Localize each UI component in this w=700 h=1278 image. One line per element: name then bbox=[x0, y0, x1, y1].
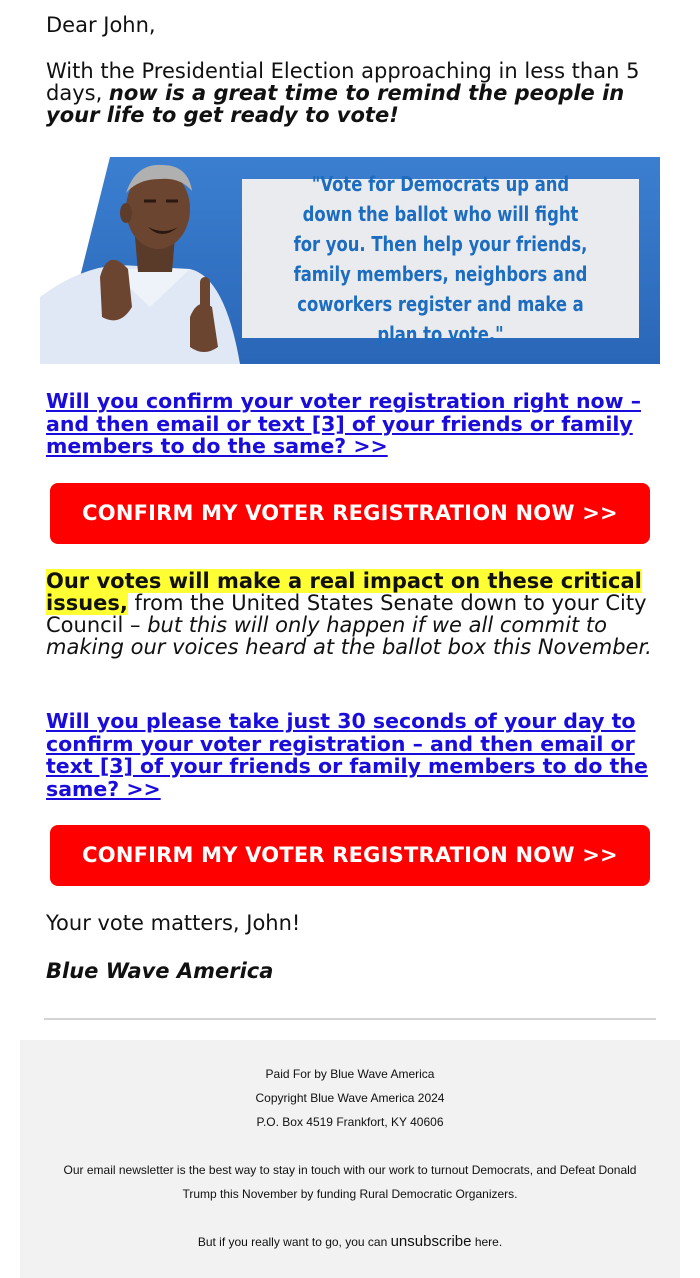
divider bbox=[44, 1018, 656, 1020]
confirm-registration-button[interactable]: CONFIRM MY VOTER REGISTRATION NOW >> bbox=[50, 483, 650, 544]
signature: Blue Wave America bbox=[46, 959, 274, 983]
confirm-registration-link[interactable]: Will you confirm your voter registration right now – and then email or text [3] of your friends or family members to do the same? >> bbox=[46, 389, 641, 458]
issues-italic: but this will only happen if we all commit to making our voices heard at the ballot box this November. bbox=[46, 613, 652, 659]
copyright-line: Copyright Blue Wave America 2024 bbox=[255, 1091, 445, 1105]
unsubscribe-link[interactable]: unsubscribe bbox=[390, 1233, 472, 1250]
intro-emphasis: now is a great time to remind the people in your life to get ready to vote! bbox=[46, 81, 625, 127]
closing-line: Your vote matters, John! bbox=[46, 911, 301, 935]
quote-text: "Vote for Democrats up and down the ballot who will fight for you. Then help your friends, family members, neighbors and coworkers register and make a plan to vote." bbox=[293, 171, 588, 346]
intro-paragraph bbox=[46, 60, 656, 126]
issues-text: from the United States Senate down to your City Council – bbox=[46, 591, 647, 637]
paid-for-disclaimer: Paid For by Blue Wave America bbox=[265, 1067, 435, 1081]
intro-text: With the Presidential Election approaching in less than 5 days, bbox=[46, 59, 640, 105]
confirm-registration-button-2[interactable]: CONFIRM MY VOTER REGISTRATION NOW >> bbox=[50, 825, 650, 886]
email-footer bbox=[20, 1040, 680, 1278]
quote-callout bbox=[242, 171, 639, 346]
hero-banner[interactable] bbox=[40, 157, 660, 364]
speaker-photo bbox=[40, 157, 270, 364]
greeting: Dear John, bbox=[46, 13, 156, 37]
issues-highlight: Our votes will make a real impact on these critical issues, bbox=[46, 569, 642, 615]
issues-paragraph bbox=[46, 570, 656, 658]
newsletter-blurb: Our email newsletter is the best way to stay in touch with our work to turnout Democrats, and Defeat Donald Trump this November by funding Rural Democratic Organizers. bbox=[63, 1163, 637, 1201]
thirty-seconds-link[interactable]: Will you please take just 30 seconds of your day to confirm your voter registration – and then email or text [3] of your friends or family members to do the same? >> bbox=[46, 709, 648, 801]
unsubscribe-line: But if you really want to go, you can unsubscribe here. bbox=[197, 1233, 503, 1250]
mailing-address: P.O. Box 4519 Frankfort, KY 40606 bbox=[256, 1115, 444, 1129]
